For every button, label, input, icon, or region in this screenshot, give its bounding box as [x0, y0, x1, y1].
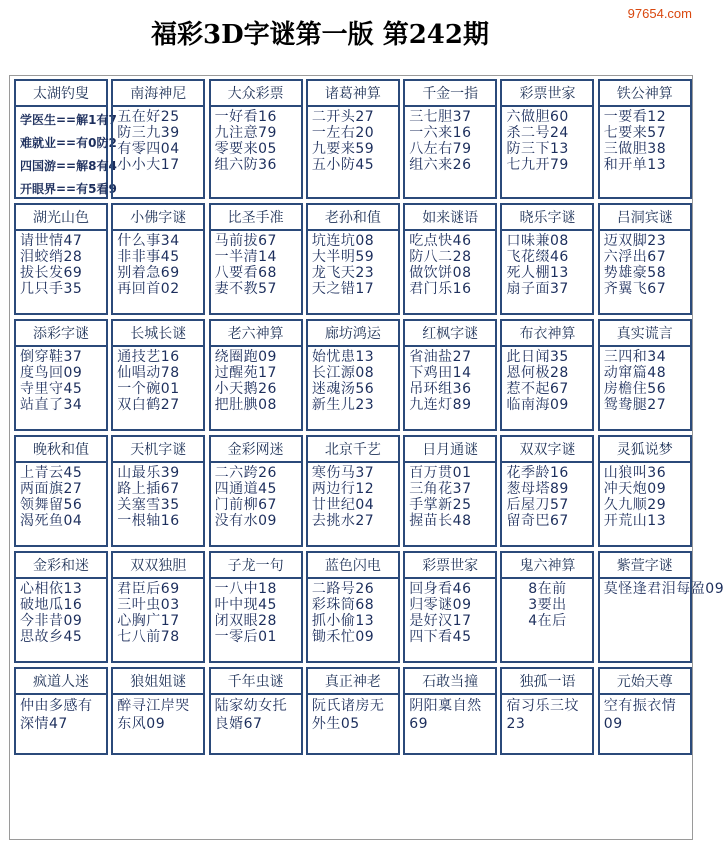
- riddle-cell: [500, 319, 594, 431]
- riddle-line: 马前拔67: [214, 233, 277, 249]
- riddle-cell-title: 彩票世家: [403, 551, 497, 579]
- riddle-cell: [306, 79, 400, 199]
- riddle-line: 惹不起67: [506, 381, 569, 397]
- riddle-cell-title: 千金一指: [403, 79, 497, 107]
- riddle-line: 飞花缀46: [506, 249, 569, 265]
- riddle-cell-body: [403, 579, 497, 663]
- riddle-cell-body: [14, 347, 108, 431]
- riddle-line: 有零四04: [117, 141, 180, 157]
- riddle-cell-body: [14, 231, 108, 315]
- riddle-cell: [111, 319, 205, 431]
- riddle-cell: [306, 435, 400, 547]
- riddle-line: 上青云45: [20, 465, 83, 481]
- riddle-cell: [209, 435, 303, 547]
- riddle-line: 迈双脚23: [603, 233, 667, 249]
- riddle-line: 寺里守45: [20, 381, 83, 397]
- riddle-cell: [403, 79, 497, 199]
- riddle-line: 寒伤马37: [311, 465, 375, 481]
- riddle-line: 七要来57: [603, 125, 667, 141]
- riddle-cell-title: 双双字谜: [500, 435, 594, 463]
- riddle-line: 五在好25: [117, 109, 180, 125]
- riddle-cell-title: 湖光山色: [14, 203, 108, 231]
- riddle-line: 临南海09: [506, 397, 569, 413]
- riddle-line: 势雄豪58: [603, 265, 667, 281]
- riddle-cell-body: [500, 231, 594, 315]
- riddle-cell-title: 彩票世家: [500, 79, 594, 107]
- riddle-cell-body: [111, 463, 205, 547]
- riddle-line: 通技艺16: [117, 349, 180, 365]
- riddle-cell: [306, 319, 400, 431]
- riddle-line: 开眼界==有5看9: [20, 182, 117, 196]
- riddle-line: 叶中现45: [214, 597, 277, 613]
- riddle-line: 组六来26: [409, 157, 472, 173]
- riddle-line: 九注意79: [214, 125, 277, 141]
- riddle-cell: [598, 79, 692, 199]
- riddle-cell-body: [209, 463, 303, 547]
- riddle-line: 此日闻35: [506, 349, 569, 365]
- riddle-cell: [403, 319, 497, 431]
- riddle-line: 三叶虫03: [117, 597, 180, 613]
- riddle-line: 组六防36: [214, 157, 277, 173]
- riddle-line: 九连灯89: [409, 397, 472, 413]
- riddle-line: 领舞留56: [20, 497, 83, 513]
- riddle-line: 八左右79: [409, 141, 472, 157]
- riddle-cell-title: 铁公神算: [598, 79, 692, 107]
- riddle-cell-title: 比圣手准: [209, 203, 303, 231]
- riddle-cell-body: [209, 579, 303, 663]
- riddle-cell-body: [403, 107, 497, 199]
- riddle-line: 二六跨26: [214, 465, 277, 481]
- riddle-cell: [111, 79, 205, 199]
- riddle-line: 阴阳稟自然69: [409, 698, 482, 732]
- riddle-cell-body: [598, 347, 692, 431]
- riddle-cell: [209, 551, 303, 663]
- riddle-line: 关塞雪35: [117, 497, 180, 513]
- riddle-line: 防八二28: [409, 249, 472, 265]
- riddle-cell-title: 元始天尊: [598, 667, 692, 695]
- riddle-cell: [598, 667, 692, 755]
- riddle-line: 冲天炮09: [603, 481, 667, 497]
- riddle-line: 六浮出67: [603, 249, 667, 265]
- riddle-line: 齐翼飞67: [603, 281, 667, 297]
- riddle-line: 一左右20: [311, 125, 375, 141]
- riddle-line: 莫怪逢君泪每盈09: [603, 581, 724, 597]
- riddle-cell: [306, 203, 400, 315]
- riddle-cell-title: 晚秋和值: [14, 435, 108, 463]
- riddle-line: 一八中18: [214, 581, 277, 597]
- riddle-cell: [14, 319, 108, 431]
- riddle-line: 陆家幼女托良婿67: [214, 698, 288, 732]
- riddle-cell-body: [598, 231, 692, 315]
- riddle-cell-body: [500, 695, 594, 755]
- riddle-cell-title: 诸葛神算: [306, 79, 400, 107]
- riddle-line: 后屋刀57: [506, 497, 569, 513]
- riddle-line: 省油盐27: [409, 349, 472, 365]
- riddle-cell-body: [500, 579, 594, 663]
- riddle-cell: [598, 435, 692, 547]
- riddle-line: 大半明59: [311, 249, 375, 265]
- riddle-line: 留奇巴67: [506, 513, 569, 529]
- riddle-cell-body: [111, 579, 205, 663]
- riddle-line: 什么事34: [117, 233, 180, 249]
- riddle-cell-title: 老六神算: [209, 319, 303, 347]
- riddle-line: 君门乐16: [409, 281, 472, 297]
- riddle-line: 把肚腆08: [214, 397, 277, 413]
- riddle-line: 泪蛟绡28: [20, 249, 83, 265]
- riddle-cell-body: [306, 347, 400, 431]
- riddle-cell-title: 廊坊鸿运: [306, 319, 400, 347]
- riddle-line: 杀二号24: [506, 125, 569, 141]
- riddle-line: 防三九39: [117, 125, 180, 141]
- riddle-cell-title: 吕洞宾谜: [598, 203, 692, 231]
- site-watermark: 97654.com: [627, 6, 692, 21]
- riddle-cell-title: 紫萱字谜: [598, 551, 692, 579]
- riddle-cell: [403, 551, 497, 663]
- riddle-line: 宿习乐三坟23: [506, 698, 579, 732]
- riddle-line: 龙飞天23: [311, 265, 375, 281]
- riddle-line: 几只手35: [20, 281, 83, 297]
- riddle-line: 请世情47: [20, 233, 83, 249]
- riddle-line: 4在后: [528, 613, 567, 629]
- riddle-line: 一要看12: [603, 109, 667, 125]
- riddle-cell-title: 布衣神算: [500, 319, 594, 347]
- riddle-line: 扇子面37: [506, 281, 569, 297]
- riddle-cell-body: [209, 347, 303, 431]
- riddle-line: 九要来59: [311, 141, 375, 157]
- riddle-line: 山最乐39: [117, 465, 180, 481]
- riddle-line: 非非事45: [117, 249, 180, 265]
- riddle-line: 心胸广17: [117, 613, 180, 629]
- riddle-cell-body: [598, 463, 692, 547]
- riddle-cell-body: [14, 107, 117, 199]
- riddle-line: 抓小偷13: [311, 613, 375, 629]
- riddle-line: 闭双眼28: [214, 613, 277, 629]
- riddle-cell-title: 大众彩票: [209, 79, 303, 107]
- riddle-cell-title: 长城长谜: [111, 319, 205, 347]
- riddle-cell: [14, 551, 108, 663]
- riddle-line: 七九开79: [506, 157, 569, 173]
- riddle-cell-body: [306, 695, 400, 755]
- riddle-cell-title: 老孙和值: [306, 203, 400, 231]
- riddle-cell-body: [209, 107, 303, 199]
- riddle-line: 和开单13: [603, 157, 667, 173]
- riddle-cell-title: 真正神老: [306, 667, 400, 695]
- riddle-line: 回身看46: [409, 581, 472, 597]
- riddle-line: 动窜篇48: [603, 365, 667, 381]
- riddle-cell-title: 金彩和迷: [14, 551, 108, 579]
- riddle-cell-body: [500, 463, 594, 547]
- riddle-line: 两面旗27: [20, 481, 83, 497]
- riddle-cell: [14, 203, 108, 315]
- riddle-cell: [403, 435, 497, 547]
- riddle-cell-body: [306, 463, 400, 547]
- riddle-cell: [500, 435, 594, 547]
- riddle-cell-body: [111, 231, 205, 315]
- riddle-line: 度鸟回09: [20, 365, 83, 381]
- riddle-line: 再回首02: [117, 281, 180, 297]
- riddle-line: 六做胆60: [506, 109, 569, 125]
- riddle-line: 坑连坑08: [311, 233, 375, 249]
- riddle-cell-title: 蓝色闪电: [306, 551, 400, 579]
- riddle-cell-title: 南海神尼: [111, 79, 205, 107]
- riddle-board: [9, 75, 724, 840]
- riddle-cell-body: [209, 231, 303, 315]
- riddle-cell-body: [403, 463, 497, 547]
- riddle-line: 别着急69: [117, 265, 180, 281]
- riddle-line: 锄禾忙09: [311, 629, 375, 645]
- riddle-line: 四下看45: [409, 629, 472, 645]
- riddle-cell-title: 真实谎言: [598, 319, 692, 347]
- riddle-line: 二路号26: [311, 581, 375, 597]
- riddle-line: 思故乡45: [20, 629, 83, 645]
- riddle-line: 始忧患13: [311, 349, 375, 365]
- riddle-line: 8在前: [528, 581, 567, 597]
- riddle-line: 花季龄16: [506, 465, 569, 481]
- riddle-cell: [111, 435, 205, 547]
- riddle-cell-body: [209, 695, 303, 755]
- riddle-line: 四国游==解8有4: [20, 159, 117, 173]
- riddle-cell-title: 如来谜语: [403, 203, 497, 231]
- riddle-line: 葱母塔89: [506, 481, 569, 497]
- riddle-cell-body: [598, 579, 724, 663]
- riddle-line: 一根轴16: [117, 513, 180, 529]
- riddle-line: 廿世纪04: [311, 497, 375, 513]
- riddle-line: 一六来16: [409, 125, 472, 141]
- riddle-cell-title: 太湖钓叟: [14, 79, 108, 107]
- riddle-line: 仲由多感有深情47: [20, 698, 93, 732]
- riddle-line: 今非昔09: [20, 613, 83, 629]
- riddle-line: 归零谜09: [409, 597, 472, 613]
- riddle-line: 小小大17: [117, 157, 180, 173]
- riddle-line: 醉寻江岸哭东风09: [117, 698, 190, 732]
- riddle-line: 房檐住56: [603, 381, 667, 397]
- riddle-cell-title: 添彩字谜: [14, 319, 108, 347]
- riddle-cell-body: [403, 231, 497, 315]
- riddle-line: 3要出: [528, 597, 567, 613]
- riddle-cell: [500, 667, 594, 755]
- riddle-cell: [598, 203, 692, 315]
- riddle-line: 零要来05: [214, 141, 277, 157]
- riddle-line: 新生儿23: [311, 397, 375, 413]
- riddle-cell-title: 石敢当撞: [403, 667, 497, 695]
- riddle-line: 君臣后69: [117, 581, 180, 597]
- riddle-cell: [403, 203, 497, 315]
- riddle-line: 难就业==有0防2: [20, 136, 117, 150]
- riddle-line: 恩何极28: [506, 365, 569, 381]
- riddle-line: 五小防45: [311, 157, 375, 173]
- riddle-cell-title: 天机字谜: [111, 435, 205, 463]
- riddle-cell-body: [500, 347, 594, 431]
- riddle-cell-body: [403, 347, 497, 431]
- riddle-cell: [500, 203, 594, 315]
- riddle-line: 阮氏诸房无外生05: [311, 698, 385, 732]
- riddle-cell-body: [14, 463, 108, 547]
- riddle-cell: [209, 667, 303, 755]
- riddle-cell-title: 红枫字谜: [403, 319, 497, 347]
- riddle-cell-title: 狼姐姐谜: [111, 667, 205, 695]
- riddle-cell-body: [500, 107, 594, 199]
- riddle-cell: [14, 435, 108, 547]
- riddle-line: 山狼叫36: [603, 465, 667, 481]
- riddle-line: 妻不教57: [214, 281, 277, 297]
- riddle-line: 百万贯01: [409, 465, 472, 481]
- riddle-cell-body: [598, 695, 692, 755]
- riddle-cell: [209, 203, 303, 315]
- riddle-line: 倒穿鞋37: [20, 349, 83, 365]
- riddle-line: 一好看16: [214, 109, 277, 125]
- riddle-line: 双白鹤27: [117, 397, 180, 413]
- riddle-line: 三角花37: [409, 481, 472, 497]
- riddle-cell: [403, 667, 497, 755]
- riddle-line: 吊环组36: [409, 381, 472, 397]
- riddle-cell-body: [111, 347, 205, 431]
- riddle-line: 四通道45: [214, 481, 277, 497]
- riddle-line: 做饮饼08: [409, 265, 472, 281]
- riddle-line: 久九顺29: [603, 497, 667, 513]
- riddle-line: 一个碗01: [117, 381, 180, 397]
- riddle-line: 防三下13: [506, 141, 569, 157]
- riddle-line: 握苗长48: [409, 513, 472, 529]
- riddle-line: 三七胆37: [409, 109, 472, 125]
- riddle-line: 死人棚13: [506, 265, 569, 281]
- riddle-cell-body: [111, 695, 205, 755]
- riddle-line: 学医生==解1有7: [20, 113, 117, 127]
- riddle-cell-title: 金彩网迷: [209, 435, 303, 463]
- riddle-line: 去挑水27: [311, 513, 375, 529]
- riddle-cell: [111, 667, 205, 755]
- riddle-line: 心相依13: [20, 581, 83, 597]
- riddle-line: 站直了34: [20, 397, 83, 413]
- riddle-cell: [209, 319, 303, 431]
- riddle-line: 小天鹅26: [214, 381, 277, 397]
- riddle-line: 两边行12: [311, 481, 375, 497]
- riddle-line: 吃点快46: [409, 233, 472, 249]
- riddle-cell-title: 疯道人迷: [14, 667, 108, 695]
- riddle-cell-title: 小佛字谜: [111, 203, 205, 231]
- riddle-cell: [598, 551, 724, 663]
- riddle-line: 过醒苑17: [214, 365, 277, 381]
- riddle-cell: [14, 667, 108, 755]
- riddle-cell-body: [14, 579, 108, 663]
- riddle-line: 彩珠筒68: [311, 597, 375, 613]
- riddle-line: 迷魂汤56: [311, 381, 375, 397]
- riddle-line: 没有水09: [214, 513, 277, 529]
- riddle-line: 绕圈跑09: [214, 349, 277, 365]
- riddle-cell-title: 晓乐字谜: [500, 203, 594, 231]
- riddle-line: 长江源08: [311, 365, 375, 381]
- riddle-cell-body: [306, 579, 400, 663]
- riddle-line: 三四和34: [603, 349, 667, 365]
- riddle-cell: [306, 667, 400, 755]
- riddle-cell-body: [403, 695, 497, 755]
- riddle-line: 一半清14: [214, 249, 277, 265]
- riddle-line: 破地瓜16: [20, 597, 83, 613]
- riddle-line: 七八前78: [117, 629, 180, 645]
- riddle-cell: [500, 551, 594, 663]
- riddle-grid: [14, 79, 724, 755]
- riddle-line: 二开头27: [311, 109, 375, 125]
- riddle-cell-title: 北京千艺: [306, 435, 400, 463]
- riddle-cell-body: [598, 107, 692, 199]
- riddle-line: 口味兼08: [506, 233, 569, 249]
- riddle-cell: [14, 79, 117, 199]
- riddle-cell-title: 灵狐说梦: [598, 435, 692, 463]
- riddle-line: 仙唱动78: [117, 365, 180, 381]
- riddle-cell-body: [306, 107, 400, 199]
- riddle-line: 开荒山13: [603, 513, 667, 529]
- riddle-cell: [306, 551, 400, 663]
- riddle-line: 是好汉17: [409, 613, 472, 629]
- riddle-cell-title: 子龙一句: [209, 551, 303, 579]
- riddle-line: 三做胆38: [603, 141, 667, 157]
- riddle-line: 下鸡田14: [409, 365, 472, 381]
- riddle-line: 渴死鱼04: [20, 513, 83, 529]
- riddle-cell: [500, 79, 594, 199]
- riddle-cell: [598, 319, 692, 431]
- riddle-line: 门前柳67: [214, 497, 277, 513]
- riddle-line: 鸳鸯腿27: [603, 397, 667, 413]
- riddle-cell: [111, 551, 205, 663]
- riddle-cell-body: [14, 695, 108, 755]
- riddle-line: 拔长发69: [20, 265, 83, 281]
- riddle-line: 空有振衣情09: [603, 698, 677, 732]
- riddle-cell-body: [306, 231, 400, 315]
- riddle-cell-title: 日月通谜: [403, 435, 497, 463]
- riddle-line: 路上插67: [117, 481, 180, 497]
- riddle-line: 手掌新25: [409, 497, 472, 513]
- riddle-cell-title: 千年虫谜: [209, 667, 303, 695]
- riddle-line: 八要看68: [214, 265, 277, 281]
- riddle-cell-title: 独孤一语: [500, 667, 594, 695]
- riddle-cell: [111, 203, 205, 315]
- riddle-line: 天之错17: [311, 281, 375, 297]
- riddle-cell-body: [111, 107, 205, 199]
- riddle-cell: [209, 79, 303, 199]
- riddle-cell-title: 双双独胆: [111, 551, 205, 579]
- page-title: 福彩3D字谜第一版 第242期: [151, 20, 489, 50]
- riddle-line: 一零后01: [214, 629, 277, 645]
- riddle-cell-title: 鬼六神算: [500, 551, 594, 579]
